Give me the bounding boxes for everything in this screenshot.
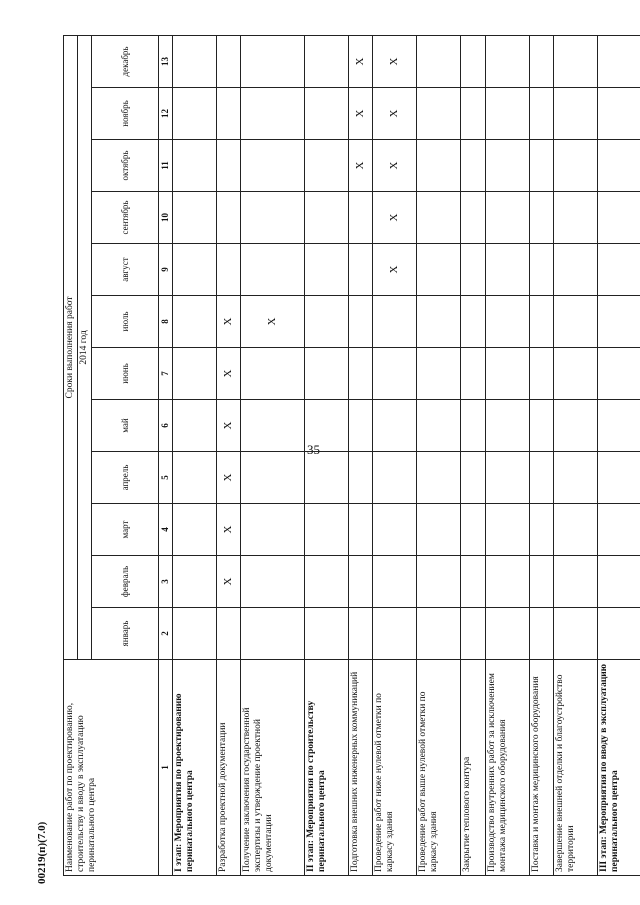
column-number-row bbox=[159, 35, 173, 875]
schedule-cell bbox=[304, 35, 348, 87]
schedule-cell bbox=[173, 400, 217, 452]
schedule-cell bbox=[461, 452, 486, 504]
schedule-cell bbox=[597, 400, 640, 452]
schedule-cell bbox=[461, 35, 486, 87]
schedule-cell bbox=[529, 192, 554, 244]
schedule-cell bbox=[304, 88, 348, 140]
schedule-cell bbox=[461, 348, 486, 400]
column-number: 11 bbox=[159, 140, 173, 192]
schedule-cell bbox=[348, 296, 373, 348]
schedule-cell bbox=[241, 452, 304, 504]
schedule-cell bbox=[417, 192, 461, 244]
schedule-cell bbox=[485, 35, 529, 87]
schedule-cell bbox=[529, 400, 554, 452]
schedule-cell bbox=[304, 608, 348, 660]
schedule-cell: X bbox=[373, 140, 417, 192]
schedule-cell bbox=[216, 35, 241, 87]
month-header: апрель bbox=[92, 452, 159, 504]
schedule-cell bbox=[461, 88, 486, 140]
schedule-cell bbox=[417, 244, 461, 296]
schedule-cell bbox=[241, 140, 304, 192]
schedule-cell bbox=[173, 140, 217, 192]
schedule-cell bbox=[241, 192, 304, 244]
schedule-cell bbox=[529, 296, 554, 348]
schedule-cell bbox=[529, 452, 554, 504]
schedule-cell: X bbox=[216, 504, 241, 556]
schedule-cell bbox=[173, 504, 217, 556]
schedule-cell bbox=[417, 35, 461, 87]
column-number: 8 bbox=[159, 296, 173, 348]
schedule-table-container bbox=[63, 36, 640, 876]
schedule-cell bbox=[461, 140, 486, 192]
work-name: Закрытие теплового контура bbox=[461, 660, 486, 876]
month-header: сентябрь bbox=[92, 192, 159, 244]
schedule-cell bbox=[485, 400, 529, 452]
schedule-cell bbox=[348, 608, 373, 660]
schedule-cell bbox=[554, 348, 598, 400]
schedule-cell bbox=[597, 35, 640, 87]
schedule-cell bbox=[417, 348, 461, 400]
schedule-cell bbox=[529, 504, 554, 556]
schedule-cell: X bbox=[373, 35, 417, 87]
schedule-cell bbox=[485, 348, 529, 400]
table-row bbox=[241, 35, 304, 875]
schedule-cell: X bbox=[216, 400, 241, 452]
schedule-cell bbox=[173, 244, 217, 296]
schedule-cell bbox=[216, 140, 241, 192]
month-header: декабрь bbox=[92, 35, 159, 87]
schedule-cell bbox=[216, 88, 241, 140]
schedule-cell bbox=[304, 244, 348, 296]
column-number: 5 bbox=[159, 452, 173, 504]
table-row bbox=[597, 35, 640, 875]
schedule-cell bbox=[554, 35, 598, 87]
schedule-cell bbox=[241, 244, 304, 296]
work-name: Разработка проектной документации bbox=[216, 660, 241, 876]
schedule-cell bbox=[597, 504, 640, 556]
schedule-cell bbox=[554, 192, 598, 244]
month-header: июнь bbox=[92, 348, 159, 400]
month-header: январь bbox=[92, 608, 159, 660]
table-row bbox=[373, 35, 417, 875]
schedule-cell: X bbox=[348, 88, 373, 140]
schedule-cell bbox=[529, 35, 554, 87]
schedule-cell: X bbox=[216, 452, 241, 504]
schedule-cell bbox=[597, 296, 640, 348]
schedule-table bbox=[63, 35, 640, 876]
schedule-cell: X bbox=[373, 244, 417, 296]
schedule-cell bbox=[241, 556, 304, 608]
schedule-cell bbox=[173, 88, 217, 140]
schedule-cell bbox=[485, 88, 529, 140]
schedule-cell bbox=[485, 244, 529, 296]
schedule-cell bbox=[597, 556, 640, 608]
schedule-cell bbox=[485, 192, 529, 244]
schedule-cell bbox=[173, 296, 217, 348]
schedule-cell bbox=[554, 244, 598, 296]
schedule-cell bbox=[304, 140, 348, 192]
schedule-cell bbox=[304, 556, 348, 608]
schedule-cell bbox=[461, 504, 486, 556]
schedule-cell bbox=[241, 504, 304, 556]
schedule-cell bbox=[304, 504, 348, 556]
schedule-cell bbox=[597, 244, 640, 296]
schedule-cell bbox=[417, 140, 461, 192]
schedule-cell bbox=[417, 88, 461, 140]
schedule-cell bbox=[597, 192, 640, 244]
schedule-cell bbox=[461, 400, 486, 452]
schedule-cell bbox=[304, 296, 348, 348]
schedule-cell: X bbox=[348, 35, 373, 87]
schedule-cell bbox=[173, 192, 217, 244]
schedule-cell bbox=[173, 452, 217, 504]
schedule-cell bbox=[461, 192, 486, 244]
stage-title: III этап: Мероприятия по вводу в эксплуатацию перинатального центра bbox=[597, 660, 640, 876]
schedule-cell bbox=[485, 556, 529, 608]
column-number: 9 bbox=[159, 244, 173, 296]
table-row bbox=[348, 35, 373, 875]
schedule-cell bbox=[241, 35, 304, 87]
schedule-cell bbox=[554, 608, 598, 660]
column-number: 13 bbox=[159, 35, 173, 87]
footer-code: 00219(п)(7.0) bbox=[36, 821, 48, 884]
schedule-cell bbox=[373, 452, 417, 504]
column-number: 6 bbox=[159, 400, 173, 452]
schedule-cell bbox=[417, 452, 461, 504]
schedule-cell bbox=[485, 608, 529, 660]
schedule-cell: X bbox=[216, 348, 241, 400]
schedule-cell bbox=[216, 608, 241, 660]
work-name: Проведение работ ниже нулевой отметки по каркасу здания bbox=[373, 660, 417, 876]
column-number: 10 bbox=[159, 192, 173, 244]
schedule-cell bbox=[417, 400, 461, 452]
schedule-cell bbox=[304, 192, 348, 244]
schedule-cell bbox=[554, 556, 598, 608]
schedule-cell bbox=[529, 608, 554, 660]
schedule-cell bbox=[554, 140, 598, 192]
column-number: 7 bbox=[159, 348, 173, 400]
schedule-cell bbox=[373, 400, 417, 452]
schedule-cell bbox=[173, 348, 217, 400]
schedule-cell bbox=[241, 88, 304, 140]
schedule-cell bbox=[373, 556, 417, 608]
schedule-cell bbox=[173, 556, 217, 608]
work-name: Получение заключения государственной экспертизы и утверждение проектной документации bbox=[241, 660, 304, 876]
schedule-cell bbox=[373, 296, 417, 348]
schedule-cell bbox=[348, 452, 373, 504]
schedule-cell bbox=[241, 400, 304, 452]
schedule-cell bbox=[529, 244, 554, 296]
table-row bbox=[529, 35, 554, 875]
column-number: 1 bbox=[159, 660, 173, 876]
schedule-cell bbox=[485, 140, 529, 192]
schedule-cell bbox=[597, 88, 640, 140]
schedule-cell bbox=[417, 504, 461, 556]
schedule-cell bbox=[417, 608, 461, 660]
schedule-cell bbox=[216, 192, 241, 244]
work-name: Подготовка внешних инженерных коммуникаций bbox=[348, 660, 373, 876]
month-header: февраль bbox=[92, 556, 159, 608]
name-column-header: Наименование работ по проектированию, строительству и вводу в эксплуатацию перинатального центра bbox=[64, 660, 159, 876]
schedule-cell bbox=[348, 348, 373, 400]
schedule-cell: X bbox=[216, 296, 241, 348]
table-row bbox=[417, 35, 461, 875]
schedule-cell bbox=[417, 556, 461, 608]
schedule-cell bbox=[554, 504, 598, 556]
schedule-cell bbox=[173, 608, 217, 660]
month-header: ноябрь bbox=[92, 88, 159, 140]
schedule-cell bbox=[597, 348, 640, 400]
month-header: июль bbox=[92, 296, 159, 348]
schedule-cell bbox=[373, 348, 417, 400]
schedule-cell bbox=[529, 348, 554, 400]
schedule-cell bbox=[485, 504, 529, 556]
stage-title: I этап: Мероприятия по проектированию перинатального центра bbox=[173, 660, 217, 876]
schedule-cell bbox=[373, 504, 417, 556]
year-header: 2014 год bbox=[78, 35, 92, 659]
schedule-cell bbox=[241, 348, 304, 400]
table-row bbox=[304, 35, 348, 875]
schedule-cell bbox=[373, 608, 417, 660]
schedule-cell bbox=[304, 400, 348, 452]
schedule-cell bbox=[554, 296, 598, 348]
schedule-cell bbox=[485, 296, 529, 348]
schedule-cell bbox=[304, 452, 348, 504]
schedule-cell bbox=[485, 452, 529, 504]
schedule-cell bbox=[597, 452, 640, 504]
period-header: Сроки выполнения работ bbox=[64, 35, 78, 659]
schedule-cell bbox=[529, 140, 554, 192]
schedule-cell bbox=[461, 608, 486, 660]
column-number: 3 bbox=[159, 556, 173, 608]
schedule-cell bbox=[597, 140, 640, 192]
schedule-cell: X bbox=[373, 192, 417, 244]
table-row bbox=[216, 35, 241, 875]
column-number: 2 bbox=[159, 608, 173, 660]
schedule-cell bbox=[597, 608, 640, 660]
schedule-cell bbox=[461, 556, 486, 608]
work-name: Завершение внешней отделки и благоустройство территории bbox=[554, 660, 598, 876]
schedule-cell bbox=[348, 192, 373, 244]
schedule-cell bbox=[417, 296, 461, 348]
column-number: 4 bbox=[159, 504, 173, 556]
column-number: 12 bbox=[159, 88, 173, 140]
schedule-cell bbox=[554, 400, 598, 452]
table-row bbox=[554, 35, 598, 875]
page-number: 35 bbox=[307, 442, 320, 457]
work-name: Проведение работ выше нулевой отметки по каркасу здания bbox=[417, 660, 461, 876]
schedule-cell bbox=[529, 556, 554, 608]
month-header: март bbox=[92, 504, 159, 556]
schedule-cell bbox=[348, 400, 373, 452]
schedule-cell bbox=[554, 452, 598, 504]
schedule-cell bbox=[461, 296, 486, 348]
table-row bbox=[461, 35, 486, 875]
schedule-cell bbox=[173, 35, 217, 87]
work-name: Производство внутренних работ за исключением монтажа медицинского оборудования bbox=[485, 660, 529, 876]
table-row bbox=[485, 35, 529, 875]
schedule-cell bbox=[216, 244, 241, 296]
work-name: Поставка и монтаж медицинского оборудования bbox=[529, 660, 554, 876]
schedule-cell bbox=[529, 88, 554, 140]
month-header: октябрь bbox=[92, 140, 159, 192]
month-header: май bbox=[92, 400, 159, 452]
schedule-cell bbox=[461, 244, 486, 296]
schedule-cell bbox=[241, 608, 304, 660]
schedule-body bbox=[173, 35, 640, 875]
schedule-cell bbox=[348, 244, 373, 296]
schedule-cell bbox=[348, 556, 373, 608]
stage-title: II этап: Мероприятия по строительству перинатального центра bbox=[304, 660, 348, 876]
schedule-cell: X bbox=[216, 556, 241, 608]
schedule-cell bbox=[304, 348, 348, 400]
schedule-cell: X bbox=[348, 140, 373, 192]
schedule-cell: X bbox=[241, 296, 304, 348]
month-header: август bbox=[92, 244, 159, 296]
schedule-cell bbox=[348, 504, 373, 556]
schedule-cell bbox=[554, 88, 598, 140]
table-row bbox=[173, 35, 217, 875]
schedule-cell: X bbox=[373, 88, 417, 140]
